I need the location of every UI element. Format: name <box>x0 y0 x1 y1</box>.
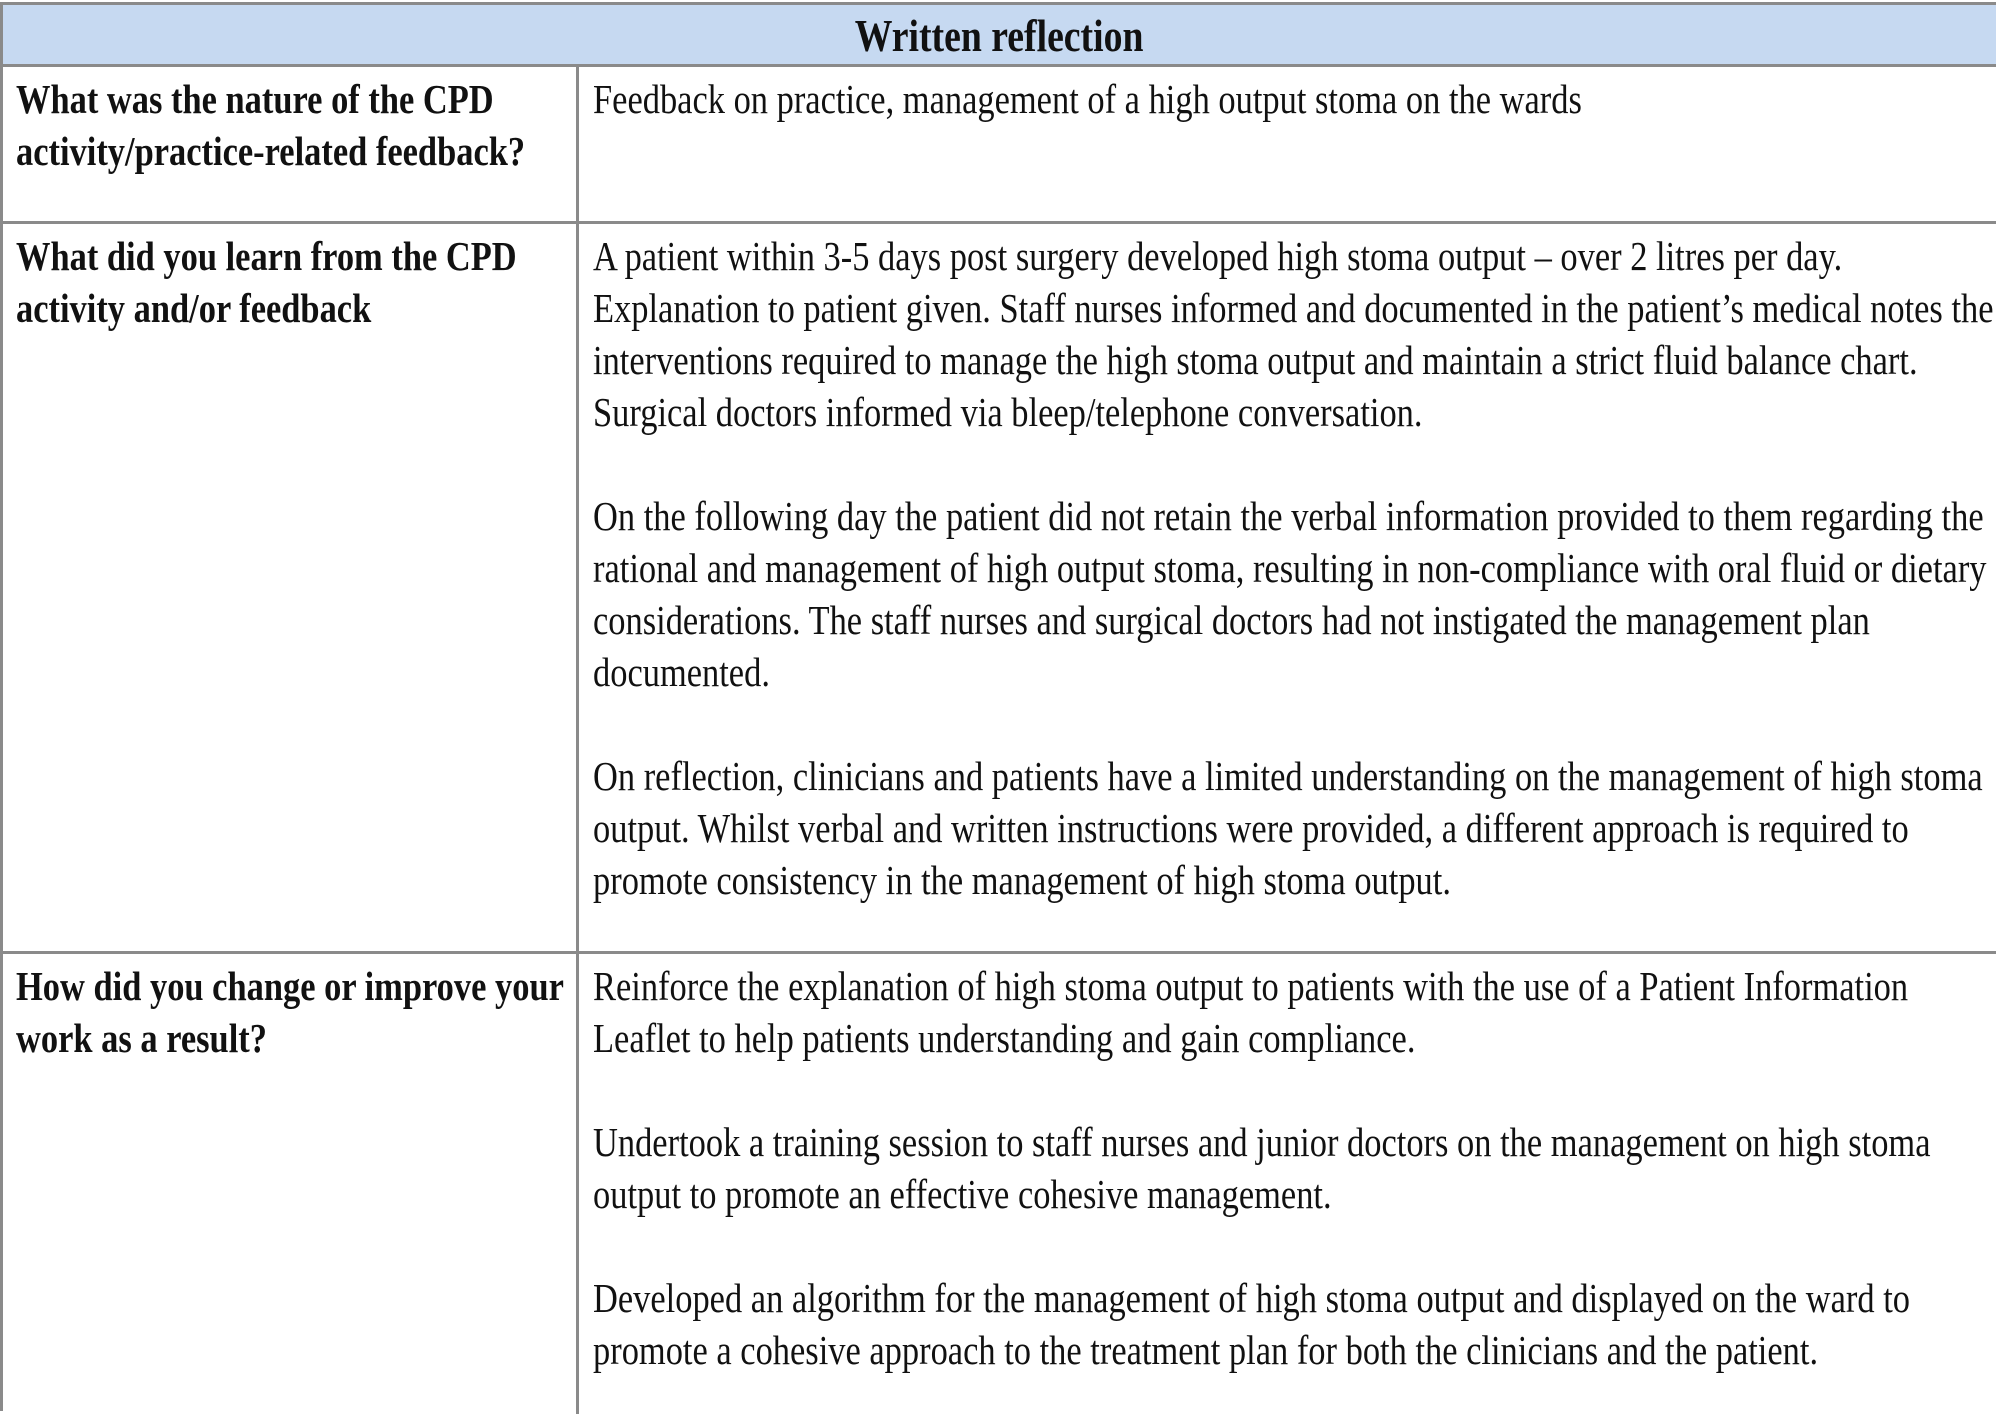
answer-paragraph: A patient within 3-5 days post surgery developed high stoma output – over 2 litres per day. Explanation to patient given. Staff nurses informed and documented in the patient’s medical notes the interventions required to manage the high stoma output and maintain a strict fluid balance chart. Surgical doctors informed via bleep/telephone conversation. <box>593 233 1994 435</box>
question-cell <box>3 954 579 1414</box>
question-text: How did you change or improve your work as a result? <box>16 963 564 1061</box>
answer-cell <box>579 954 1996 1414</box>
answer-cell <box>579 224 1996 951</box>
answer-paragraph: On reflection, clinicians and patients have a limited understanding on the management of high stoma output. Whilst verbal and written instructions were provided, a different approach is required to promote consistency in the management of high stoma output. <box>593 753 1983 903</box>
answer-paragraph: On the following day the patient did not retain the verbal information provided to them regarding the rational and management of high output stoma, resulting in non-compliance with oral fluid or dietary considerations. The staff nurses and surgical doctors had not instigated the management plan documented. <box>593 493 1987 695</box>
reflection-document <box>0 2 1996 1411</box>
answer-cell <box>579 67 1996 221</box>
table-row-nature <box>3 67 1996 224</box>
question-text: What did you learn from the CPD activity and/or feedback <box>16 233 517 331</box>
question-cell <box>3 224 579 951</box>
answer-paragraph: Reinforce the explanation of high stoma output to patients with the use of a Patient Information Leaflet to help patients understanding and gain compliance. <box>593 963 1909 1061</box>
answer-paragraph: Feedback on practice, management of a high output stoma on the wards <box>593 76 1582 122</box>
table-row-learned <box>3 224 1996 954</box>
answer-paragraph: Developed an algorithm for the management of high stoma output and displayed on the ward to promote a cohesive approach to the treatment plan for both the clinicians and the patient. <box>593 1275 1911 1373</box>
table-row-improvement <box>3 954 1996 1414</box>
question-text: What was the nature of the CPD activity/practice-related feedback? <box>16 76 526 174</box>
title-bar <box>3 5 1996 67</box>
answer-paragraph: Undertook a training session to staff nurses and junior doctors on the management on high stoma output to promote an effective cohesive management. <box>593 1119 1931 1217</box>
document-title: Written reflection <box>855 10 1144 61</box>
question-cell <box>3 67 579 221</box>
